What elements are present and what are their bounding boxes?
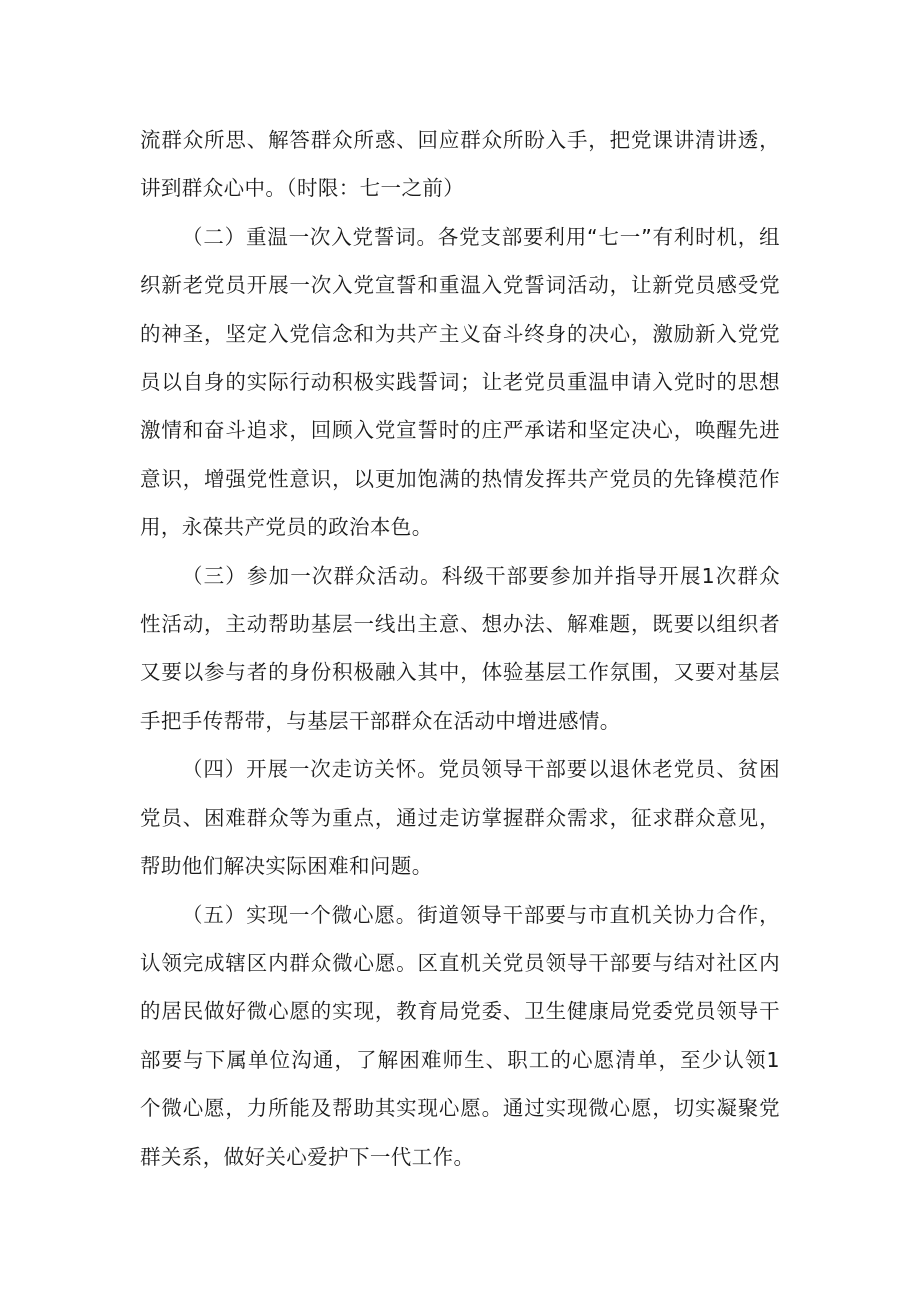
paragraph-section-3: （三）参加一次群众活动。科级干部要参加并指导开展1次群众性活动，主动帮助基层一线出主意、想办法、解难题，既要以组织者又要以参与者的身份积极融入其中，体验基层工作氛围，又要对基层手把手传帮带，与基层干部群众在活动中增进感情。 (140, 563, 780, 733)
paragraph-section-2: （二）重温一次入党誓词。各党支部要利用“七一”有利时机，组织新老党员开展一次入党宣誓和重温入党誓词活动，让新党员感受党的神圣，坚定入党信念和为共产主义奋斗终身的决心，激励新入党党员以自身的实际行动积极实践誓词；让老党员重温申请入党时的思想激情和奋斗追求，回顾入党宣誓时的庄严承诺和坚定决心，唤醒先进意识，增强党性意识，以更加饱满的热情发挥共产党员的先锋模范作用，永葆共产党员的政治本色。 (140, 224, 780, 540)
paragraph-section-4: （四）开展一次走访关怀。党员领导干部要以退休老党员、贫困党员、困难群众等为重点，通过走访掌握群众需求，征求群众意见，帮助他们解决实际困难和问题。 (140, 757, 780, 879)
document-body (140, 116, 780, 1181)
paragraph-section-5: （五）实现一个微心愿。街道领导干部要与市直机关协力合作，认领完成辖区内群众微心愿。区直机关党员领导干部要与结对社区内的居民做好微心愿的实现，教育局党委、卫生健康局党委党员领导干部要与下属单位沟通，了解困难师生、职工的心愿清单，至少认领1个微心愿，力所能及帮助其实现心愿。通过实现微心愿，切实凝聚党群关系，做好关心爱护下一代工作。 (140, 902, 780, 1169)
paragraph-continuation: 流群众所思、解答群众所惑、回应群众所盼入手，把党课讲清讲透，讲到群众心中。（时限：七一之前） (140, 128, 780, 201)
